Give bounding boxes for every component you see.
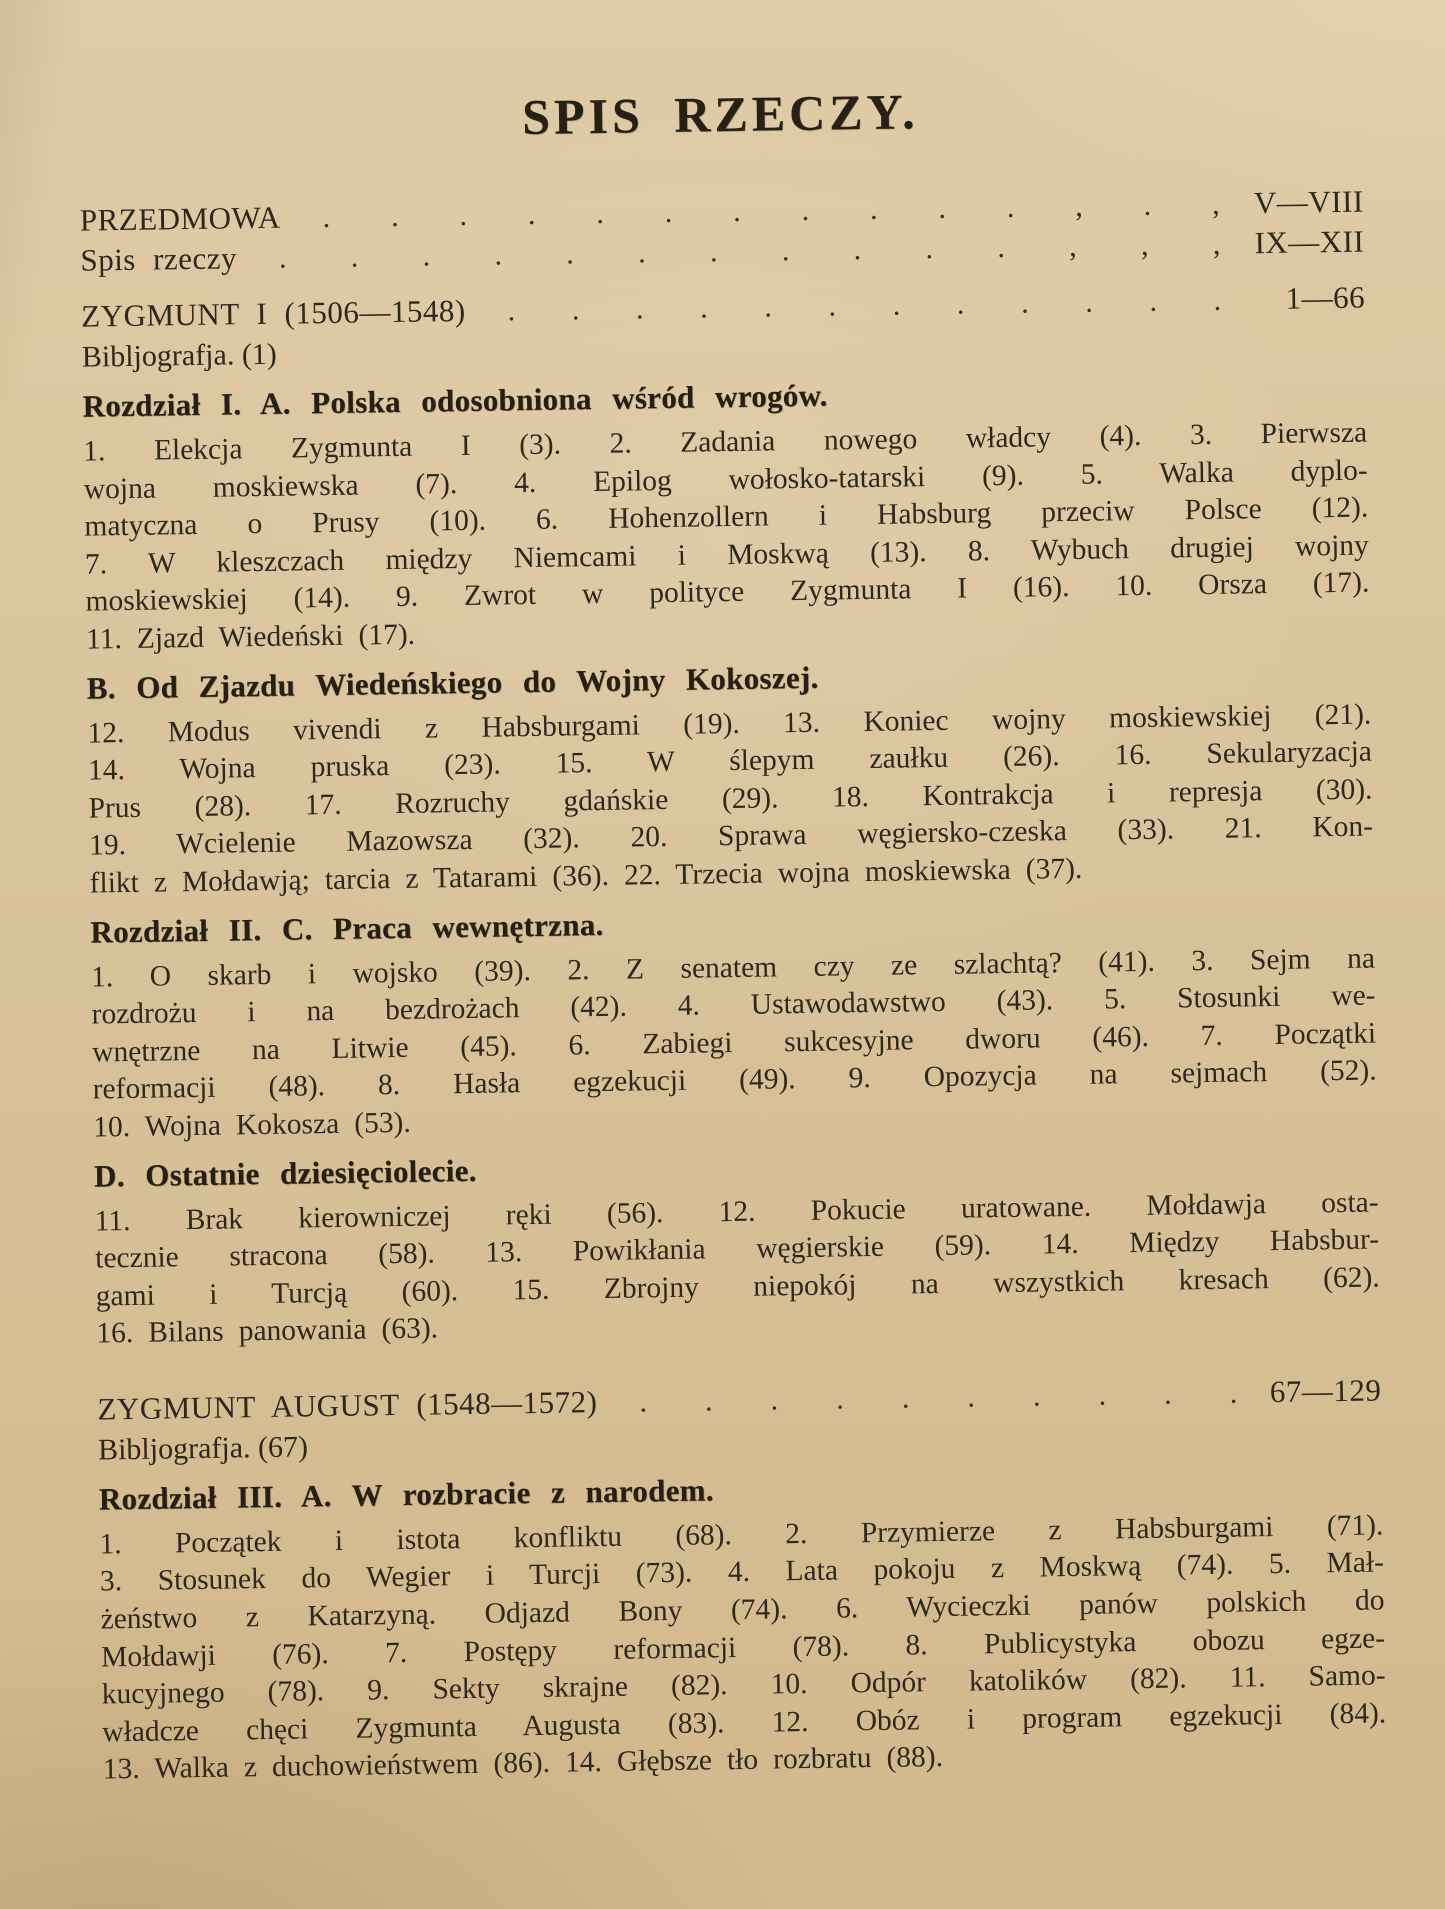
toc-line: tecznie stracona (58). 13. Powikłania węgierskie (59). 14. Między Habsbur- (95, 1223, 1380, 1275)
toc-line: 19. Wcielenie Mazowsza (32). 20. Sprawa węgiersko-czeska (33). 21. Kon- (88, 810, 1374, 862)
bibliography-note: Bibljografja. (1) (81, 337, 278, 374)
toc-line: flikt z Mołdawją; tarcia z Tatarami (36). 22. Trzecia wojna moskiewska (37). (89, 852, 1083, 900)
frontmatter (80, 182, 1365, 281)
chapter-block (86, 649, 1373, 903)
toc-line: 1. Początek i istota konfliktu (68). 2. Przymierze z Habsburgami (71). (99, 1509, 1384, 1561)
section-zygmunt-i (81, 278, 1381, 1354)
toc-entry-label: ZYGMUNT AUGUST (1548—1572) (97, 1383, 598, 1427)
toc-line: 12. Modus vivendi z Habsburgami (19). 13. Koniec wojny moskiewskiej (21). (87, 698, 1372, 750)
toc-line: władcze chęci Zygmunta Augusta (83). 12. Obóz i program egzekucji (84). (102, 1697, 1387, 1749)
toc-line: 1. Elekcja Zygmunta I (3). 2. Zadania nowego władcy (4). 3. Pierwsza (83, 416, 1368, 468)
page-range: 67—129 (1269, 1372, 1382, 1409)
section-zygmunt-august (97, 1370, 1387, 1789)
chapter-block (90, 893, 1377, 1147)
chapter-heading: B. Od Zjazdu Wiedeńskiego do Wojny Kokoszej. (86, 659, 819, 706)
toc-entry-label: PRZEDMOWA (79, 199, 281, 238)
dot-leader: . . . . . . . . . . . . (507, 283, 1222, 328)
toc-line: reformacji (48). 8. Hasła egzekucji (49). 9. Opozycja na sejmach (52). (92, 1054, 1377, 1106)
chapter-heading: Rozdział III. A. W rozbracie z narodem. (98, 1472, 715, 1517)
toc-line: rozdrożu i na bezdrożach (42). 4. Ustawodawstwo (43). 5. Stosunki we- (91, 979, 1376, 1031)
toc-entry-label: ZYGMUNT I (1506—1548) (80, 292, 466, 334)
toc-line: kucyjnego (78). 9. Sekty skrajne (82). 10. Odpór katolików (82). 11. Samo- (101, 1659, 1386, 1711)
dot-leader: . . . . . . . . . . . , . , (322, 187, 1220, 235)
toc-line: Prus (28). 17. Rozruchy gdańskie (29). 18. Kontrakcja i represja (30). (88, 773, 1373, 825)
toc-content (78, 76, 1387, 1796)
toc-paragraph (99, 1507, 1387, 1789)
toc-line: 16. Bilans panowania (63). (96, 1312, 439, 1350)
toc-paragraph (94, 1184, 1380, 1353)
toc-line: moskiewskiej (14). 9. Zwrot w polityce Zygmunta I (16). 10. Orsza (17). (85, 566, 1370, 618)
toc-line: 1. O skarb i wojsko (39). 2. Z senatem czy ze szlachtą? (41). 3. Sejm na (90, 942, 1376, 994)
toc-line: wojna moskiewska (7). 4. Epilog wołosko-tatarski (9). 5. Walka dyplo- (83, 454, 1368, 506)
toc-line: 11. Zjazd Wiedeński (17). (85, 618, 416, 656)
toc-entry-label: Spis rzeczy (80, 240, 238, 278)
toc-line: żeństwo z Katarzyną. Odjazd Bony (74). 6. Wycieczki panów polskich do (100, 1584, 1385, 1636)
toc-paragraph (87, 696, 1374, 903)
toc-line: 13. Walka z duchowieństwem (86). 14. Głębsze tło rozbratu (88). (102, 1741, 944, 1786)
toc-line: 10. Wojna Kokosza (53). (93, 1106, 411, 1144)
toc-line: gami i Turcją (60). 15. Zbrojny niepokój na wszystkich kresach (62). (95, 1261, 1380, 1313)
page-range: IX—XII (1254, 223, 1365, 261)
toc-paragraph (83, 415, 1370, 660)
toc-line: matyczna o Prusy (10). 6. Hohenzollern i Habsburg przeciw Polsce (12). (84, 491, 1369, 543)
toc-line: 7. W kleszczach między Niemcami i Moskwą (13). 8. Wybuch drugiej wojny (84, 529, 1370, 581)
dot-leader: . . . . . . . . . . (639, 1376, 1238, 1419)
toc-paragraph (91, 940, 1378, 1147)
toc-line: 3. Stosunek do Wegier i Turcji (73). 4. Lata pokoju z Moskwą (74). 5. Mał- (99, 1546, 1385, 1598)
chapter-block (94, 1137, 1381, 1353)
page-range: V—VIII (1253, 183, 1364, 221)
toc-line: 11. Brak kierowniczej ręki (56). 12. Pokucie uratowane. Mołdawja osta- (94, 1185, 1379, 1238)
chapter-heading: Rozdział II. C. Praca wewnętrzna. (90, 906, 604, 950)
chapter-heading: D. Ostatnie dziesięciolecie. (93, 1152, 477, 1194)
chapter-heading: Rozdział I. A. Polska odosobniona wśród wrogów. (82, 377, 828, 424)
toc-line: 14. Wojna pruska (23). 15. W ślepym zaułku (26). 16. Sekularyzacja (87, 735, 1373, 787)
dot-leader: . . . . . . . . . . . , , , (278, 227, 1221, 275)
page-range: 1—66 (1285, 279, 1366, 316)
bibliography-note: Bibljografja. (67) (97, 1430, 309, 1467)
chapter-block (99, 1460, 1387, 1789)
toc-line: Mołdawji (76). 7. Postępy reformacji (78). 8. Publicystyka obozu egze- (100, 1622, 1386, 1674)
chapter-block (82, 368, 1370, 660)
page-title: SPIS RZECZY. (521, 83, 919, 146)
toc-line: wnętrzne na Litwie (45). 6. Zabiegi sukcesyjne dworu (46). 7. Początki (91, 1017, 1377, 1069)
